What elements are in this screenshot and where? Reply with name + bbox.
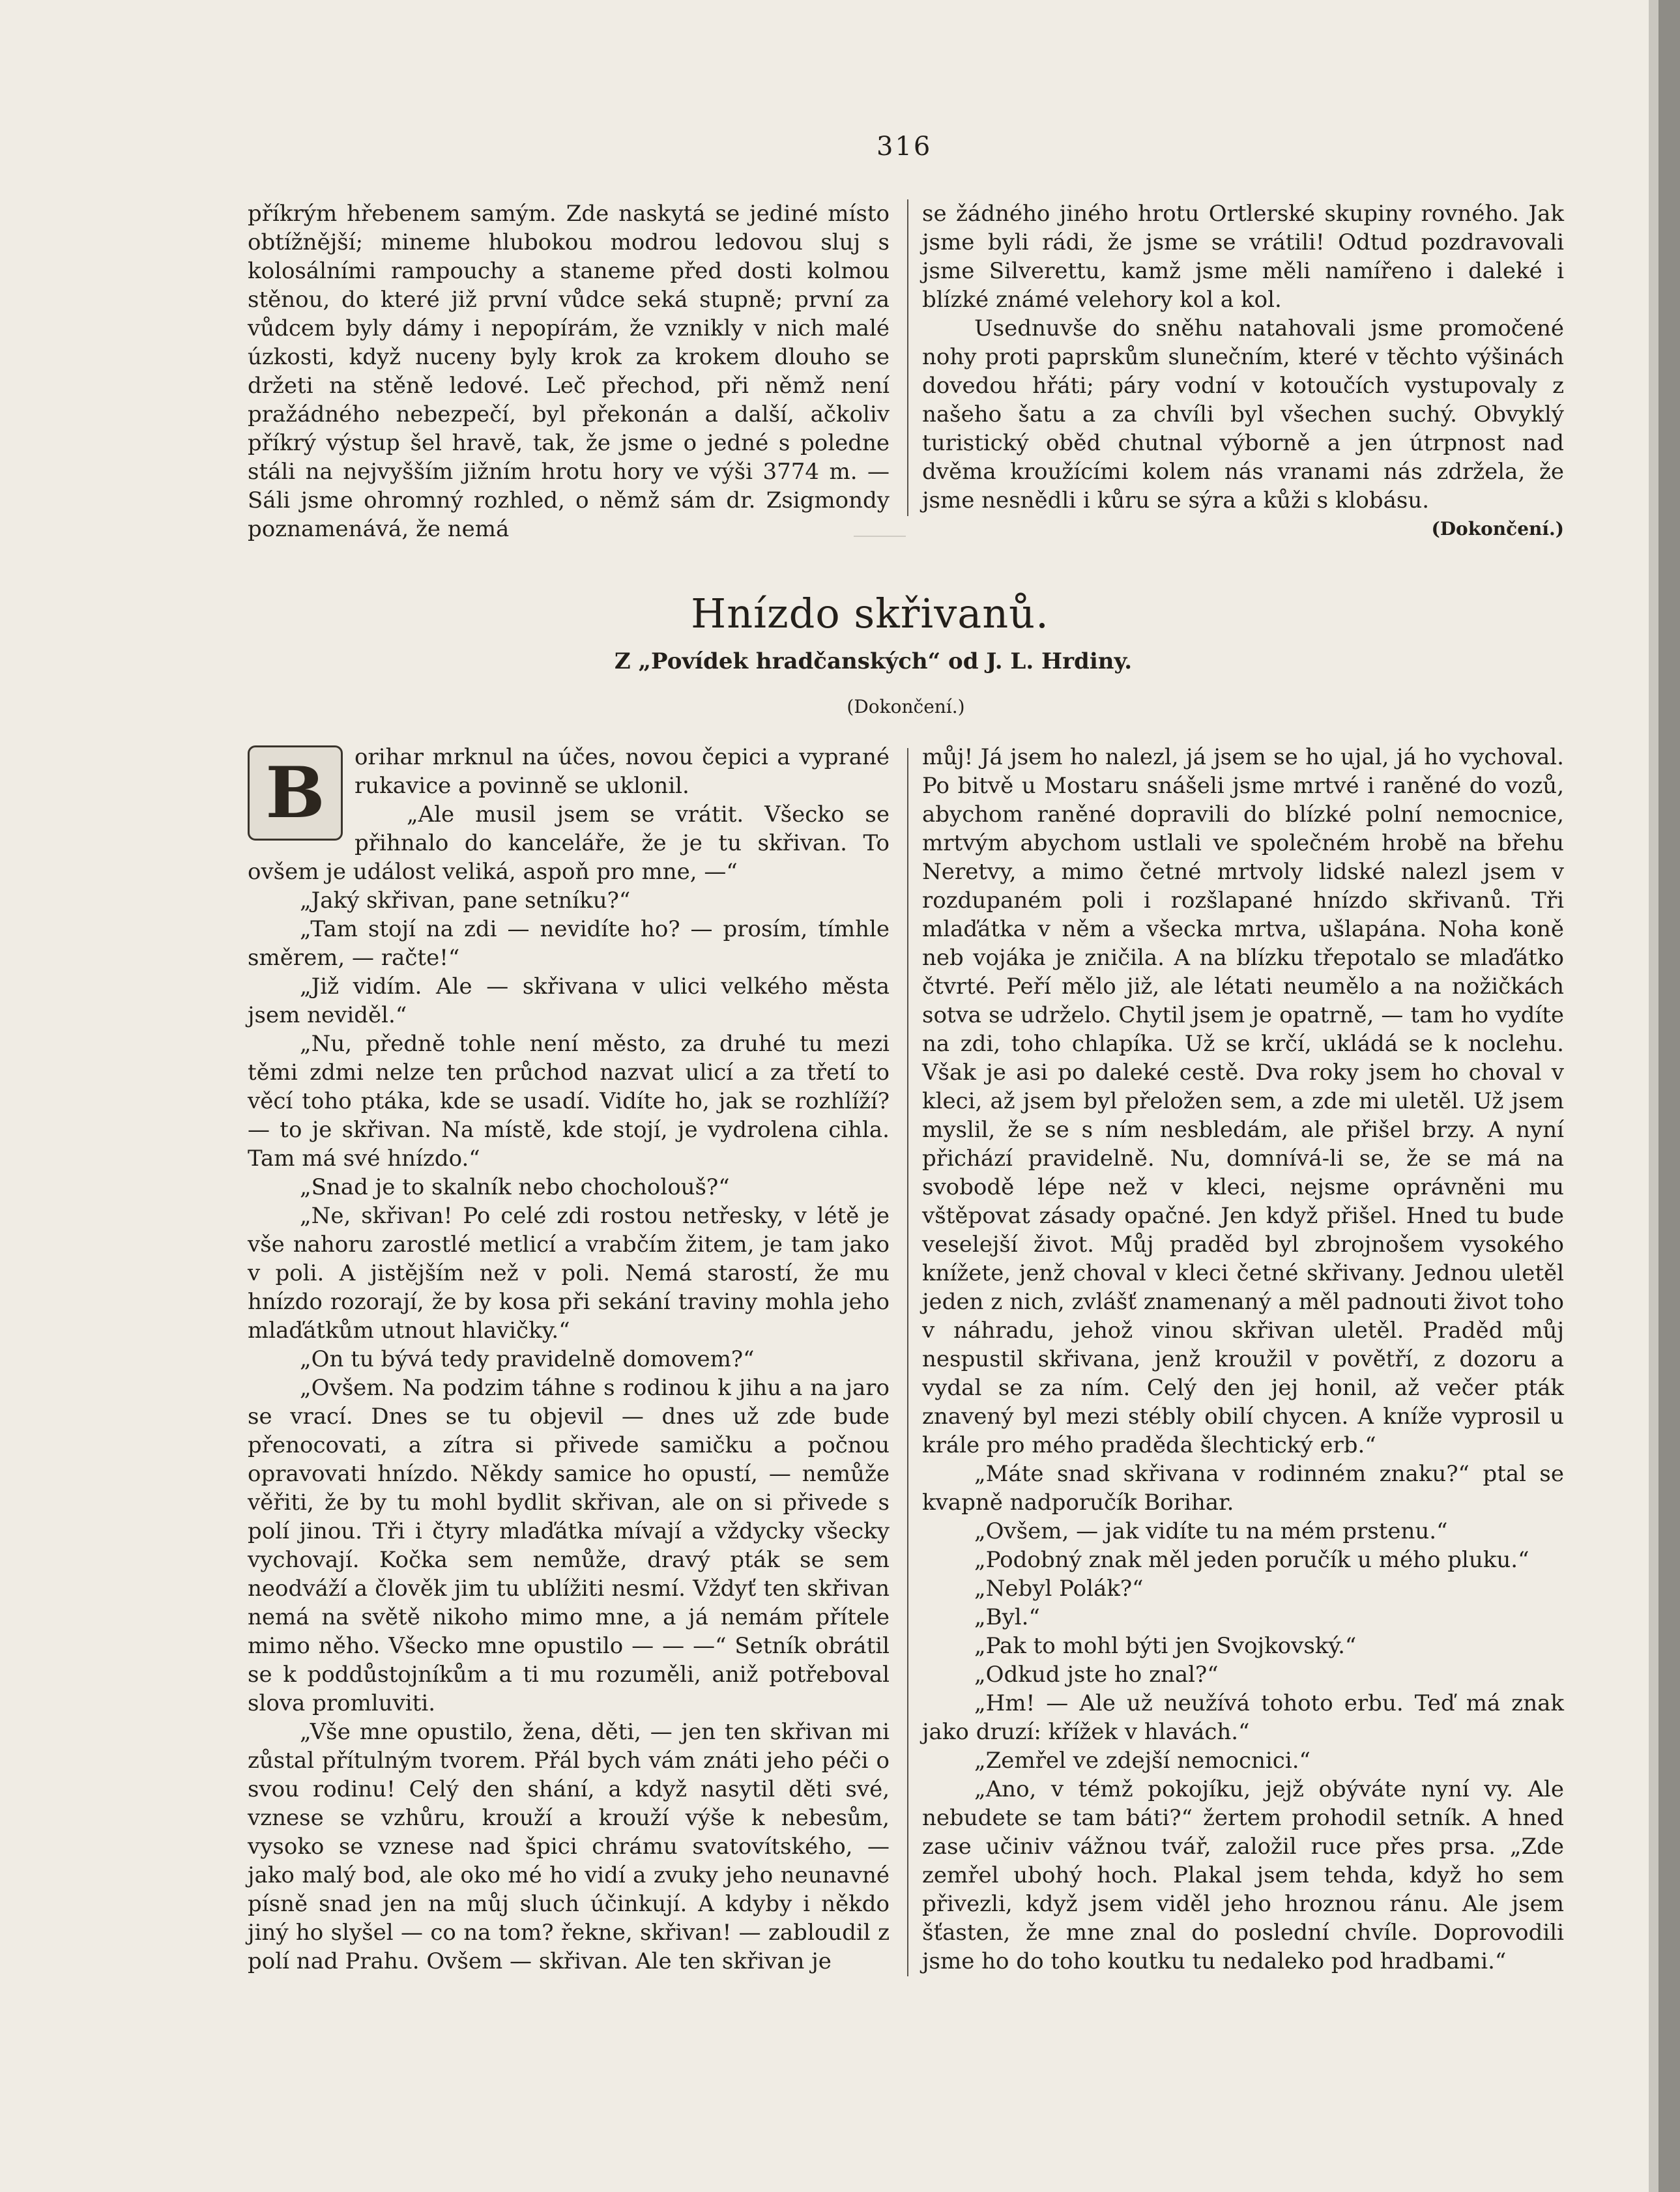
page-edge-shadow <box>1649 0 1658 2192</box>
column-rule-top <box>907 199 908 516</box>
paragraph: „Nu, předně tohle není město, za druhé tu mezi těmi zdmi nelze ten průchod nazvat ulicí a za třetí to věcí toho ptáka, kde se usadí. Vidíte ho, jak se rozhlíží? — to je skřivan. Na místě, kde stojí, je vydrolena cihla. Tam má své hnízdo.“ <box>248 1031 890 1172</box>
column-rule-bottom <box>907 748 908 1976</box>
paragraph: „Snad je to skalník nebo chocholouš?“ <box>300 1174 730 1200</box>
page-edge <box>1658 0 1680 2192</box>
paragraph-text: Usednuvše do sněhu natahovali jsme promočené nohy proti paprskům slunečním, které v těchto výšinách dovedou hřáti; páry vodní v kotoučích vystupovaly z našeho šatu a za chvíli byl všechen suchý. Obvyklý turistický oběd chutnal výborně a jen útrpnost nad dvěma kroužícími kolem nás vranami nás zdržela, že jsme nesnědli i kůru se sýra a kůži s klobásu. <box>922 315 1564 513</box>
paragraph: „Již vidím. Ale — skřivana v ulici velkého města jsem neviděl.“ <box>248 973 890 1028</box>
section-divider <box>854 536 906 537</box>
paragraph: orihar mrknul na účes, novou čepici a vyprané rukavice a povinně se uklonil. <box>355 744 890 799</box>
drop-cap <box>248 745 343 841</box>
paragraph <box>922 314 1564 540</box>
paragraph: „Byl.“ <box>974 1604 1040 1630</box>
paragraph: „Ovšem, — jak vidíte tu na mém prstenu.“ <box>974 1518 1448 1544</box>
paragraph: „Tam stojí na zdi — nevidíte ho? — prosím, tímhle směrem, — račte!“ <box>248 916 890 971</box>
paragraph: „On tu bývá tedy pravidelně domovem?“ <box>300 1346 755 1372</box>
paragraph: „Pak to mohl býti jen Svojkovský.“ <box>974 1633 1357 1659</box>
paragraph: „Podobný znak měl jeden poručík u mého pluku.“ <box>974 1547 1529 1573</box>
paragraph: „Zemřel ve zdejší nemocnici.“ <box>974 1748 1311 1774</box>
paragraph: „Ano, v témž pokojíku, jejž obýváte nyní vy. Ale nebudete se tam báti?“ žertem prohodil setník. A hned zase učiniv vážnou tvář, založil ruce přes prsa. „Zde zemřel ubohý hoch. Plakal jsem tehda, když ho sem přivezli, když jsem viděl jeho hroznou ránu. Ale jsem šťasten, že mne znal do poslední chvíle. Doprovodili jsme ho do toho koutku tu nedaleko pod hradbami.“ <box>922 1776 1564 1974</box>
continued-note: (Dokončení.) <box>1431 518 1564 540</box>
paragraph: „Máte snad skřivana v rodinném znaku?“ ptal se kvapně nadporučík Borihar. <box>922 1461 1564 1516</box>
prev-article-left-column <box>248 199 890 542</box>
paragraph: můj! Já jsem ho nalezl, já jsem se ho ujal, já ho vychoval. Po bitvě u Mostaru snášeli jsme mrtvé i raněné do vozů, abychom raněné dopravili do blízké polní nemocnice, mrtvým abychom ustlali ve společném hrobě na břehu Neretvy, a mimo četné mrtvoly lidské nalezl jsem v rozdupaném poli i rozšlapané hnízdo skřivanů. Tři mlaďátka v něm a všecka mrtva, ušlapána. Noha koně neb vojáka je zničila. A na blízku třepotalo se mlaďátko čtvrté. Peří mělo již, ale létati neumělo a na nožičkách sotva se udrželo. Chytil jsem je opatrně, — tam ho vydíte na zdi, toho chlapíka. Už se krčí, ukládá se k noclehu. Však je asi po daleké cestě. Dva roky jsem ho choval v kleci, až jsem byl přeložen sem, a zde mi uletěl. Už jsem myslil, že se s ním nesbledám, ale přišel brzy. A nyní přichází pravidelně. Nu, domnívá-li se, že se má na svobodě lépe než v kleci, nejsme oprávněni mu vštěpovat zásady opačné. Jen když přišel. Hned tu bude veselejší život. Můj praděd byl zbrojnošem vysokého knížete, jenž choval v kleci četné skřivany. Jednou uletěl jeden z nich, zvlášť znamenaný a měl padnouti život toho v náhradu, jehož vinou skřivan uletěl. Praděd můj nespustil skřivana, jenž kroužil v povětří, z dozoru a vydal se za ním. Celý den jej honil, až večer pták znavený byl mezi stébly obilí chycen. A kníže vyprosil u krále pro mého praděda šlechtický erb.“ <box>922 744 1564 1458</box>
page-number: 316 <box>876 132 933 162</box>
paragraph: „Ovšem. Na podzim táhne s rodinou k jihu a na jaro se vrací. Dnes se tu objevil — dnes už zde bude přenocovati, a zítra si přivede samičku a počnou opravovati hnízdo. Někdy samice ho opustí, — nemůže věřiti, že by tu mohl bydlit skřivan, ale on si přivede s polí jinou. Tři i čtyry mlaďátka mívají a vždycky všecky vychovají. Kočka sem nemůže, dravý pták se sem neodváží a člověk jim tu ublížiti nesmí. Vždyť ten skřivan nemá na světě nikoho mimo mne, a já nemám přítele mimo něho. Všecko mne opustilo — — —“ Setník obrátil se k poddůstojníkům a ti mu rozuměli, aniž potřeboval slova promluviti. <box>248 1375 890 1716</box>
paragraph: „Ale musil jsem se vrátit. Všecko se přihnalo do kanceláře, že je tu skřivan. To ovšem je událost veliká, aspoň pro mne, —“ <box>248 801 890 885</box>
article-right-column <box>922 743 1564 1984</box>
paragraph: „Jaký skřivan, pane setníku?“ <box>300 887 631 914</box>
drop-cap-letter: B <box>265 752 325 834</box>
article-left-column <box>248 743 890 1984</box>
prev-article-right-column <box>922 199 1564 540</box>
article-subtitle: Z „Povídek hradčanských“ od J. L. Hrdiny. <box>614 648 1133 674</box>
continued-label: (Dokončení.) <box>847 696 965 717</box>
paragraph: „Odkud jste ho znal?“ <box>974 1662 1219 1688</box>
paragraph: „Ne, skřivan! Po celé zdi rostou netřesky, v létě je vše nahoru zarostlé metlicí a vrabčím žitem, je tam jako v poli. A jistějším než v poli. Nemá starostí, že mu hnízdo rozorají, že by kosa při sekání traviny mohla jeho mlaďátkům utnout hlavičky.“ <box>248 1203 890 1344</box>
article-title: Hnízdo skřivanů. <box>691 590 1049 637</box>
paragraph: příkrým hřebenem samým. Zde naskytá se jediné místo obtížnější; mineme hlubokou modrou ledovou sluj s kolosálními rampouchy a staneme před dosti kolmou stěnou, do které již první vůdce seká stupně; první za vůdcem byly dámy i nepopírám, že vznikly v nich malé úzkosti, když nuceny byly krok za krokem dlouho se držeti na stěně ledové. Leč přechod, při němž není pražádného nebezpečí, byl překonán a další, ačkoliv příkrý výstup šel hravě, tak, že jsme o jedné s poledne stáli na nejvyšším jižním hrotu hory ve výši 3774 m. — Sáli jsme ohromný rozhled, o němž sám dr. Zsigmondy poznamenává, že nemá <box>248 201 890 542</box>
paragraph: „Hm! — Ale už neužívá tohoto erbu. Teď má znak jako druzí: křížek v hlavách.“ <box>922 1690 1564 1745</box>
paragraph: „Vše mne opustilo, žena, děti, — jen ten skřivan mi zůstal přítulným tvorem. Přál bych vám znáti jeho péči o svou rodinu! Celý den shání, a když nasytil děti své, vznese se vzhůru, krouží a krouží výše k nebesům, vysoko se vznese nad špici chrámu svatovítského, — jako malý bod, ale oko mé ho vidí a zvuky jeho neunavné písně snad jen na můj sluch účinkují. A kdyby i někdo jiný ho slyšel — co na tom? řekne, skřivan! — zabloudil z polí nad Prahu. Ovšem — skřivan. Ale ten skřivan je <box>248 1719 890 1974</box>
paragraph: „Nebyl Polák?“ <box>974 1576 1144 1602</box>
paragraph: se žádného jiného hrotu Ortlerské skupiny rovného. Jak jsme byli rádi, že jsme se vrátili! Odtud pozdravovali jsme Silverettu, kamž jsme měli namířeno i daleké i blízké známé velehory kol a kol. <box>922 201 1564 313</box>
